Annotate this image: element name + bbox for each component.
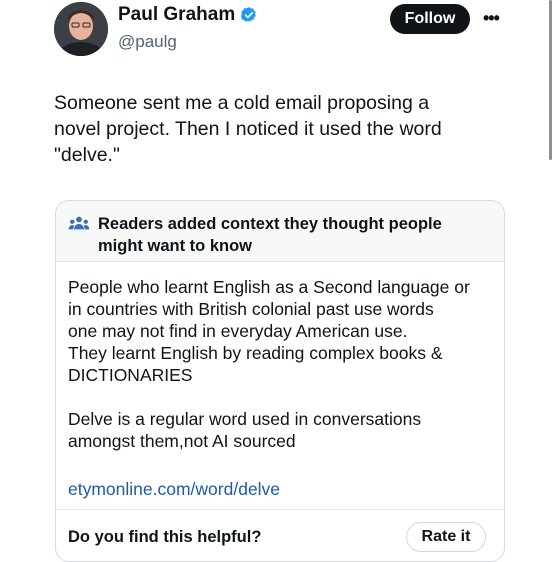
more-horizontal-icon[interactable]: ••• xyxy=(483,8,499,28)
tweet-line: Someone sent me a cold email proposing a xyxy=(54,92,430,114)
note-line: Delve is a regular word used in conversations xyxy=(68,409,422,429)
people-group-icon xyxy=(68,215,90,233)
rate-it-button[interactable]: Rate it xyxy=(406,522,486,552)
note-line: DICTIONARIES xyxy=(68,365,193,385)
scrollbar[interactable] xyxy=(549,0,552,160)
tweet-text xyxy=(54,90,494,168)
avatar[interactable] xyxy=(54,2,108,56)
verified-badge-icon xyxy=(240,6,258,24)
note-line: People who learnt English as a Second language or xyxy=(68,277,470,297)
divider xyxy=(56,509,504,510)
author-name[interactable] xyxy=(118,4,258,26)
tweet-line: "delve." xyxy=(54,144,120,166)
helpful-question: Do you find this helpful? xyxy=(68,528,262,546)
community-note-title: Readers added context they thought people might want to know xyxy=(98,215,442,255)
tweet-line: novel project. Then I noticed it used the word xyxy=(54,118,442,140)
note-line: one may not find in everyday American use. xyxy=(68,321,408,341)
author-handle[interactable]: @paulg xyxy=(118,32,177,51)
note-line: in countries with British colonial past use words xyxy=(68,299,434,319)
community-note-body xyxy=(68,276,498,452)
source-link[interactable]: etymonline.com/word/delve xyxy=(68,479,281,499)
avatar-image xyxy=(54,2,108,56)
community-note-card xyxy=(55,200,505,562)
community-note-header xyxy=(56,201,504,262)
author-name-text: Paul Graham xyxy=(118,4,236,25)
follow-button[interactable]: Follow xyxy=(390,4,470,34)
note-line: amongst them,not AI sourced xyxy=(68,431,296,451)
note-line: They learnt English by reading complex books & xyxy=(68,343,443,363)
